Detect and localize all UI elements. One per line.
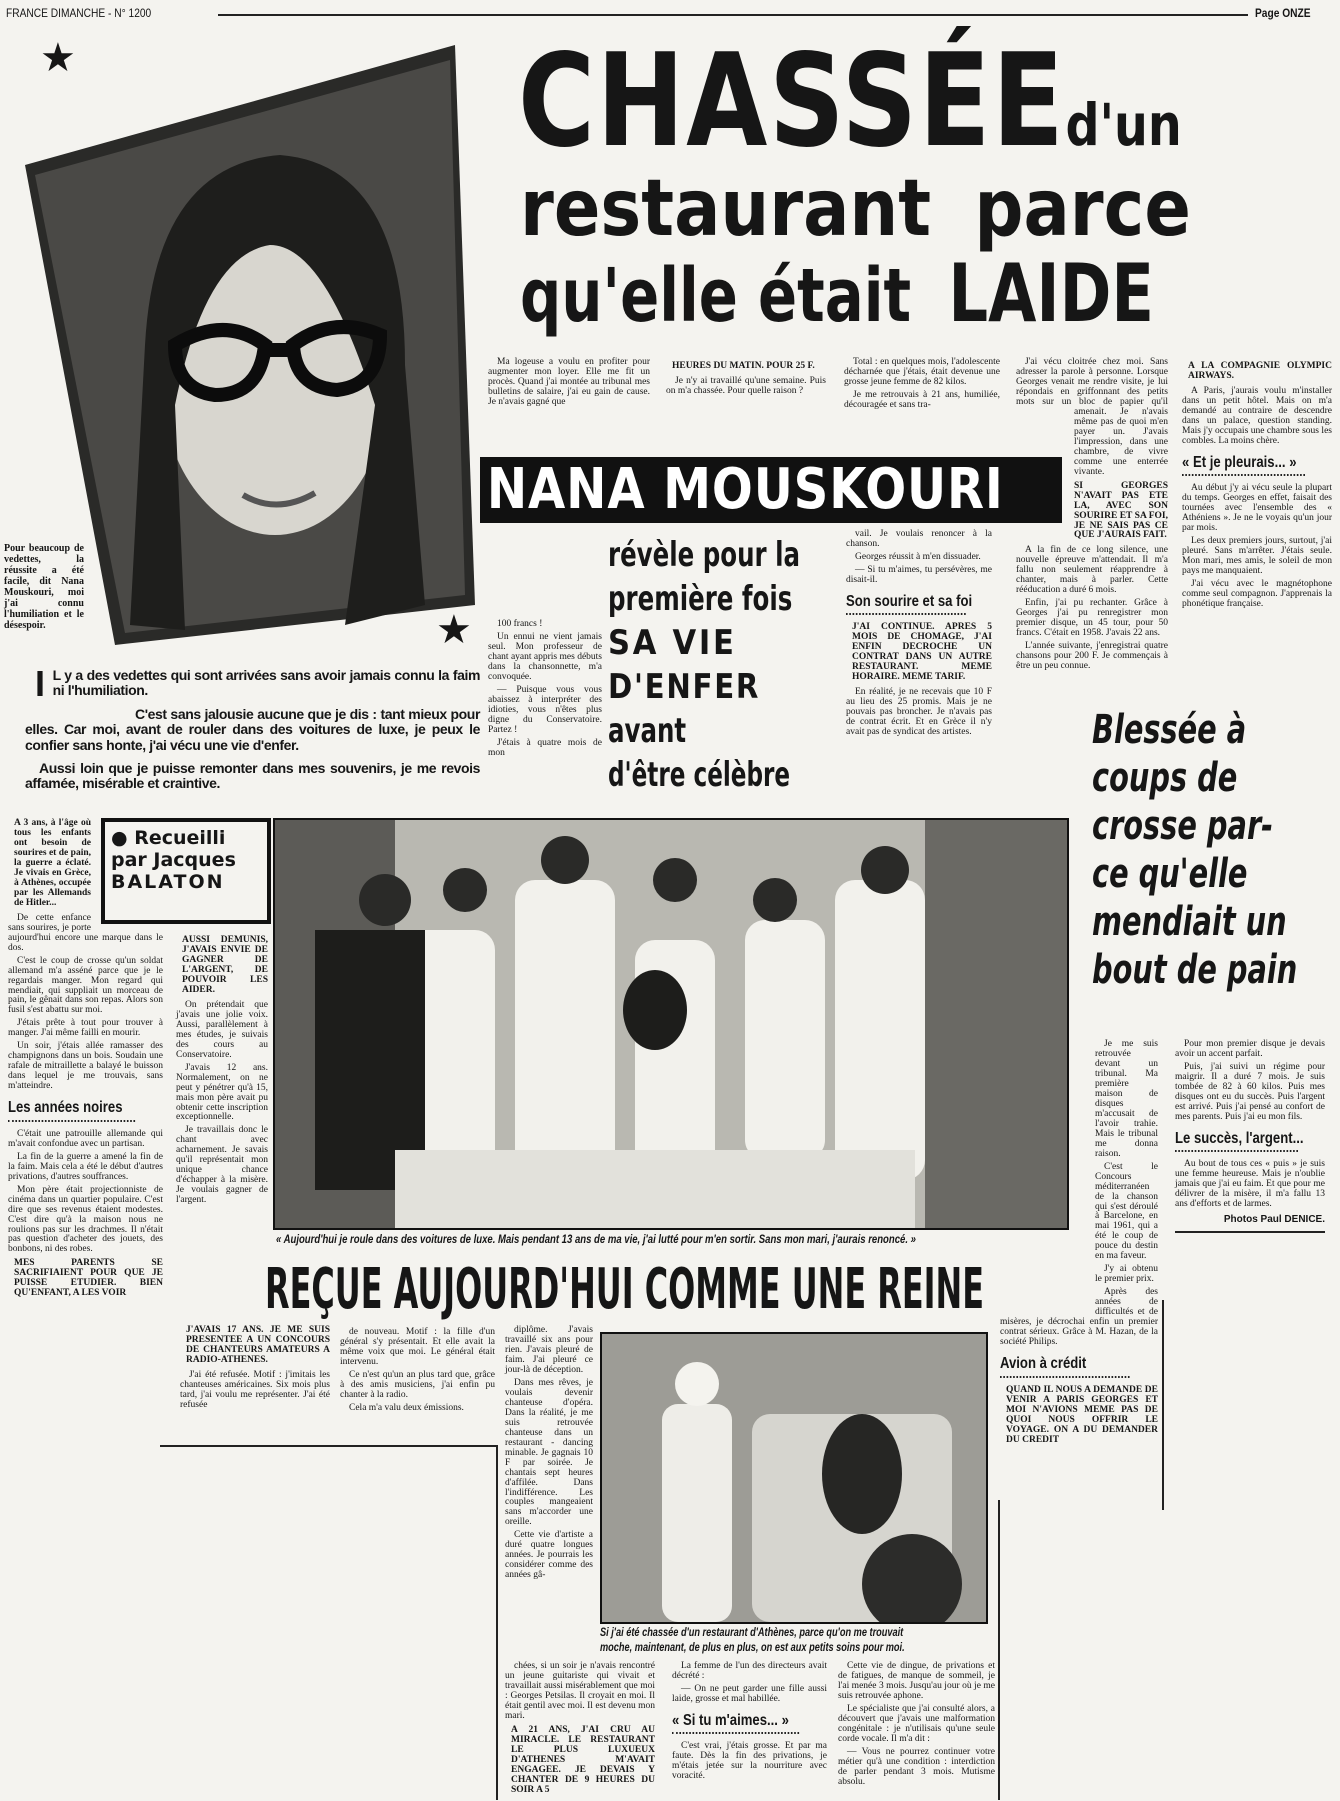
column-bottom-c bbox=[838, 1662, 995, 1791]
column-top-b bbox=[666, 358, 826, 400]
column-under-byline bbox=[176, 932, 268, 1209]
paragraph: J'AI CONTINUE. APRES 5 MOIS DE CHOMAGE, J'AI ENFIN DECROCHE UN CONTRAT DANS UN AUTRE RESTAURANT. MEME HORAIRE. MEME TARIF. bbox=[852, 622, 992, 683]
byline-box: ● Recueilli par Jacques BALATON bbox=[101, 818, 271, 924]
paragraph: La femme de l'un des directeurs avait décrété : bbox=[672, 1661, 827, 1681]
portrait-photo bbox=[25, 45, 475, 645]
column-francs bbox=[488, 620, 602, 762]
paragraph: Ma logeuse a voulu en profiter pour augmenter mon loyer. Elle me fit un procès. Quand j'ai montée au tribunal mes bulletins de salaire, j'ai eu gain de cause. Je n'avais gagné que bbox=[488, 357, 650, 407]
star-icon: ★ bbox=[40, 35, 76, 80]
section-heading: « Et je pleurais... » bbox=[1182, 454, 1305, 477]
paragraph: Au bout de tous ces « puis » je suis une femme heureuse. Mais je n'oublie jamais que j'ai eu faim. Et que pour me délivrer de la misère, il m'a fallu 13 ans d'efforts et de larmes. bbox=[1175, 1159, 1325, 1210]
column-right-wide bbox=[1175, 1040, 1325, 1210]
paragraph: HEURES DU MATIN. POUR 25 F. bbox=[672, 361, 815, 371]
column-low-c bbox=[505, 1326, 593, 1584]
paragraph: Je n'y ai travaillé qu'une semaine. Puis on m'a chassée. Pour quelle raison ? bbox=[666, 375, 826, 396]
paragraph: Georges réussit à m'en dissuader. bbox=[855, 551, 981, 562]
paragraph: Je me retrouvais à 21 ans, humiliée, découragée et sans tra- bbox=[844, 389, 1000, 410]
paragraph: Puis, j'ai suivi un régime pour maigrir. Il a duré 7 mois. Je suis tombée de 82 à 60 kilos. Puis mes disques ont eu du succès. Puis l'argent est arrivé. Puis j'ai pensé au confort de mes parents. Puis j'ai eu mon fils. bbox=[1175, 1061, 1325, 1122]
paragraph: Cela m'a valu deux émissions. bbox=[349, 1402, 464, 1413]
paragraph: J'y ai obtenu le premier prix. bbox=[1095, 1264, 1158, 1285]
paragraph: A Paris, j'aurais voulu m'installer dans un petit hôtel. Mais on m'a demandé au contraire de descendre dans un palace, question standing. Mais j'y occupais une chambre sous les combles. La moins chère. bbox=[1182, 385, 1332, 446]
paragraph: — Puisque vous vous abaissez à interpréter des idioties, vous n'êtes plus digne du Conservatoire. Partez ! bbox=[488, 684, 602, 735]
portrait-caption: Pour beaucoup de vedettes, la réussite a été facile, dit Nana Mouskouri, moi j'ai connu l'humiliation et le désespoir. bbox=[4, 543, 84, 631]
paragraph: A LA COMPAGNIE OLYMPIC AIRWAYS. bbox=[1188, 361, 1332, 381]
column-top-c bbox=[844, 358, 1000, 414]
paragraph: 100 francs ! bbox=[497, 619, 543, 629]
section-heading: Le succès, l'argent... bbox=[1175, 1130, 1298, 1153]
paragraph: C'est le coup de crosse qu'un soldat allemand m'a asséné parce que je le regardais manger. Mon regard qui mendiait, qui suppliait un morceau de pain, le gênait dans son repas. Alors son fusil s'est abattu sur moi. bbox=[8, 955, 163, 1016]
headline-line-1: CHASSÉEd'un bbox=[518, 27, 1182, 176]
page-number: Page ONZE bbox=[1255, 6, 1311, 20]
paragraph: C'est vrai, j'étais grosse. Et par ma faute. Dès la fin des privations, je m'étais jetée sur la nourriture avec voracité. bbox=[672, 1741, 827, 1782]
paragraph: Dans mes rêves, je voulais devenir chanteuse d'opéra. Dans la réalité, je me suis retrouvée chanteuse dans un restaurant - dancing minable. Je gagnais 10 F par soirée. Je chantais sept heures d'affilée. Dans l'indifférence. Les couples mangeaient sans m'accorder une oreille. bbox=[505, 1377, 593, 1528]
paragraph: Pour mon premier disque je devais avoir un accent parfait. bbox=[1175, 1039, 1325, 1059]
paragraph: diplôme. J'avais travaillé six ans pour rien. J'avais pleuré de faim. J'ai pleuré ce jour-là de déception. bbox=[505, 1325, 593, 1375]
photo1-caption: « Aujourd'hui je roule dans des voitures de luxe. Mais pendant 13 ans de ma vie, j'ai lutté pour m'en sortir. Sans mon mari, j'aurais renoncé. » bbox=[276, 1234, 916, 1246]
paragraph: J'avais 12 ans. Normalement, on ne peut y pénétrer qu'à 15, mais mon père avait pu obtenir cette inscription exceptionnelle. bbox=[176, 1062, 268, 1123]
paragraph: En réalité, je ne recevais que 10 F au lieu des 25 promis. Mais je ne pouvais pas broncher. Je n'avais pas de contrat écrit. Et en Grèce il n'y avait pas de syndicat des artistes. bbox=[846, 687, 992, 738]
right-wide-block bbox=[1175, 1040, 1325, 1233]
paragraph: Je travaillais donc le chant avec acharnement. Je savais qu'il représentait mon unique chance d'échapper à la misère. Je voulais gagner de l'argent. bbox=[176, 1125, 268, 1206]
subtitle: révèle pour la première fois SA VIE D'ENFER avant d'être célèbre bbox=[608, 535, 801, 795]
section-heading: « Si tu m'aimes... » bbox=[672, 1712, 799, 1735]
column-top-e bbox=[1182, 358, 1332, 613]
paragraph: Cette vie d'artiste a duré quatre longues années. Je pourrais les considérer comme des années gâ- bbox=[505, 1530, 593, 1581]
blessee-headline: Blessée à coups de crosse par- ce qu'elle mendiait un bout de pain bbox=[1092, 707, 1298, 993]
photo2-caption: Si j'ai été chassée d'un restaurant d'Athènes, parce qu'on me trouvait moche, maintenant, de plus en plus, on est aux petits soins pour moi. bbox=[600, 1627, 905, 1654]
paragraph: L'année suivante, j'enregistrai quatre chansons pour 200 F. Je commençais à être un peu connue. bbox=[1016, 641, 1168, 672]
restaurant-photo bbox=[273, 818, 1069, 1230]
divider bbox=[998, 1500, 1000, 1800]
paragraph: AUSSI DEMUNIS, J'AVAIS ENVIE DE GAGNER DE L'ARGENT, DE POUVOIR LES AIDER. bbox=[182, 935, 268, 995]
divider bbox=[496, 1445, 498, 1800]
paragraph: Total : en quelques mois, l'adolescente décharnée que j'étais, était devenue une grosse jeune femme de 82 kilos. bbox=[844, 357, 1000, 387]
paragraph: Un soir, j'étais allée ramasser des champignons dans un bois. Soudain une rafale de mitraillette a balayé le buisson dans lequel je me trouvais, sans m'atteindre. bbox=[8, 1041, 163, 1092]
divider bbox=[160, 1445, 498, 1447]
paragraph: QUAND IL NOUS A DEMANDE DE VENIR A PARIS GEORGES ET MOI N'AVIONS MEME PAS DE QUOI NOUS OFFRIR LE VOYAGE. ON A DU DEMANDER DU CREDIT bbox=[1006, 1384, 1158, 1445]
paragraph: J'étais à quatre mois de mon bbox=[488, 737, 602, 758]
paragraph: A 21 ANS, J'AI CRU AU MIRACLE. LE RESTAURANT LE PLUS LUXUEUX D'ATHENES M'AVAIT ENGAGEE. JE DEVAIS Y CHANTER DE 9 HEURES DU SOIR A 5 bbox=[511, 1724, 655, 1795]
paragraph: Mon père était projectionniste de cinéma dans un quartier populaire. C'est dire que ses revenus étaient modestes. C'est dire qu'à la maison nous ne roulions pas sur les drachmes. Il n'était pas question d'acheter des jouets, des bonbons, ni des robes. bbox=[8, 1184, 163, 1255]
column-bottom-b bbox=[672, 1662, 827, 1785]
paragraph: C'était une patrouille allemande qui m'avait confondue avec un partisan. bbox=[8, 1128, 163, 1149]
paragraph: Un ennui ne vient jamais seul. Mon professeur de chant ayant appris mes débuts dans la chansonnette, m'a convoquée. bbox=[488, 631, 602, 682]
paragraph: de nouveau. Motif : la fille d'un général s'y présentait. Et elle avait la même voix que moi. Le général était intervenu. bbox=[340, 1327, 495, 1367]
divider bbox=[1162, 1300, 1164, 1510]
header-rule bbox=[218, 14, 1248, 16]
paragraph: A la fin de ce long silence, une nouvelle épreuve m'attendait. Il m'a fallu non seulement réapprendre à chanter, mais à parler. Cette rééducation a duré 6 mois. bbox=[1016, 545, 1168, 596]
paragraph: On prétendait que j'avais une jolie voix. Aussi, parallèlement à mes études, je suivais des cours au Conservatoire. bbox=[176, 999, 268, 1060]
paragraph: La fin de la guerre a amené la fin de la faim. Mais cela a été le début d'autres privations, d'autres souffrances. bbox=[8, 1151, 163, 1182]
column-top-a bbox=[488, 358, 650, 411]
paragraph: vail. Je voulais renoncer à la chanson. bbox=[846, 529, 992, 549]
paragraph: Cette vie de dingue, de privations et de fatigues, de manque de sommeil, je l'ai menée 3 mois. Jusqu'au jour où je me suis retrouvée aphone. bbox=[838, 1661, 995, 1701]
section-heading: Avion à crédit bbox=[1000, 1355, 1130, 1378]
paragraph: J'étais prête à tout pour trouver à manger. J'ai même failli en mourir. bbox=[8, 1018, 163, 1039]
drop-cap: I bbox=[35, 663, 45, 704]
column-mid-c bbox=[846, 530, 992, 741]
section-heading: Les années noires bbox=[8, 1099, 135, 1122]
section-heading: Son sourire et sa foi bbox=[846, 593, 966, 616]
paragraph: Ce n'est qu'un an plus tard que, grâce à des amis musiciens, j'ai enfin pu chanter à la radio. bbox=[340, 1369, 495, 1400]
paragraph: — Si tu m'aimes, tu persévères, me disait-il. bbox=[846, 564, 992, 585]
paragraph: SI GEORGES N'AVAIT PAS ETE LA, AVEC SON SOURIRE ET SA FOI, JE NE SAIS PAS CE QUE J'AURAIS FAIT. bbox=[1074, 480, 1168, 541]
paragraph: J'ai vécu cloitrée chez moi. Sans adresser la parole à personne. Lorsque Georges venait me rendre visite, je lui répondais en griffonnant des petits mots sur un bloc de papier qu'il amenait. Je n'avais même pas de quoi m'en payer un. J'avais l'impression, dans une chambre, de vivre comme une enterrée vivante. bbox=[1016, 357, 1168, 477]
column-low-b bbox=[340, 1328, 495, 1417]
paragraph: De cette enfance sans sourires, je porte aujourd'hui encore une marque dans le dos. bbox=[8, 912, 163, 953]
paragraph: J'AVAIS 17 ANS. JE ME SUIS PRESENTEE A UN CONCOURS DE CHANTEURS AMATEURS A RADIO-ATHENES. bbox=[186, 1325, 330, 1365]
paragraph: — On ne peut garder une fille aussi laide, grosse et mal habillée. bbox=[672, 1683, 827, 1704]
paragraph: Le spécialiste que j'ai consulté alors, a découvert que j'avais une malformation congénitale : je n'utilisais qu'une seule corde vocale. Il m'a dit : bbox=[838, 1703, 995, 1744]
masthead: FRANCE DIMANCHE - N° 1200 bbox=[6, 6, 152, 20]
paragraph: Je me suis retrouvée devant un tribunal. Ma première maison de disques m'accusait de l'avoir trahie. Mais le tribunal me donna raison. bbox=[1095, 1039, 1158, 1159]
headline-line-2: restaurant parce bbox=[520, 164, 1191, 254]
paragraph: MES PARENTS SE SACRIFIAIENT POUR QUE JE PUISSE ETUDIER. BIEN QU'ENFANT, A LES VOIR bbox=[14, 1258, 163, 1299]
paragraph: A 3 ans, à l'âge où tous les enfants ont besoin de sourires et de pain, la guerre a éclaté. Je vivais en Grèce, à Athènes, occupée par les Allemands de Hitler... bbox=[14, 818, 91, 908]
column-left bbox=[8, 815, 163, 1304]
paragraph: — Vous ne pourrez continuer votre métier qu'à une condition : interdiction de parler pendant 3 mois. Mutisme absolu. bbox=[838, 1746, 995, 1787]
paragraph: Enfin, j'ai pu rechanter. Grâce à Georges j'ai pu renregistrer mon premier disque, un 45 tour, pour 50 francs. C'était en 1958. J'avais 22 ans. bbox=[1016, 598, 1168, 639]
paragraph: Au début j'y ai vécu seule la plupart du temps. Georges en effet, faisait des tournées avec l'ensemble des « Athéniens ». Je ne le voyais qu'un jour par mois. bbox=[1182, 483, 1332, 534]
paragraph: J'ai vécu avec le magnétophone comme seul compagnon. J'apprenais la phonétique française. bbox=[1182, 579, 1332, 609]
paragraph: C'est le Concours méditerranéen de la chanson qui s'est déroulé à Barcelone, en mai 1961, qui a été le coup de pouce du destin en ma faveur. bbox=[1095, 1161, 1158, 1262]
intro: I L y a des vedettes qui sont arrivées sans avoir jamais connu la faim ni l'humiliation. C'est sans jalousie aucune que je dis : tant mieux pour elles. Car moi, avant de rouler dans des voitures de luxe, je peux le confier sans honte, j'ai vécu une vie d'enfer. Aussi loin que je puisse remonter dans mes souvenirs, je me revois affamée, misérable et craintive. bbox=[25, 663, 480, 792]
column-bottom-a bbox=[505, 1662, 655, 1801]
paragraph: chées, si un soir je n'avais rencontré un jeune guitariste qui vivait et travaillait aussi misérablement que moi : Georges Petsilas. Il croyait en moi. Il était gentil avec moi. Il est devenu mon mari. bbox=[505, 1661, 655, 1721]
star-icon: ★ bbox=[436, 607, 472, 652]
paragraph: J'ai été refusée. Motif : j'imitais les chanteuses américaines. Six mois plus tard, j'ai voulu me représenter. J'ai été refusée bbox=[180, 1369, 330, 1410]
headline-reine: REÇUE AUJOURD'HUI COMME UNE REINE bbox=[265, 1257, 985, 1322]
car-photo bbox=[600, 1332, 988, 1624]
paragraph: Après des années de difficultés et de misères, je décrochai enfin un premier contrat sérieux. Grâce à M. Hazan, de la société Philips. bbox=[1000, 1287, 1158, 1348]
paragraph: Les deux premiers jours, surtout, j'ai pleuré. Sans m'arrêter. J'étais seule. Mon mari, mes amis, le soleil de mon pays me manquaient. bbox=[1182, 536, 1332, 577]
name-banner: NANA MOUSKOURI bbox=[480, 457, 1062, 523]
column-low-a bbox=[180, 1322, 330, 1414]
photo-credit: Photos Paul DENICE. bbox=[1175, 1214, 1325, 1233]
headline-line-3: qu'elle était LAIDE bbox=[520, 247, 1155, 340]
